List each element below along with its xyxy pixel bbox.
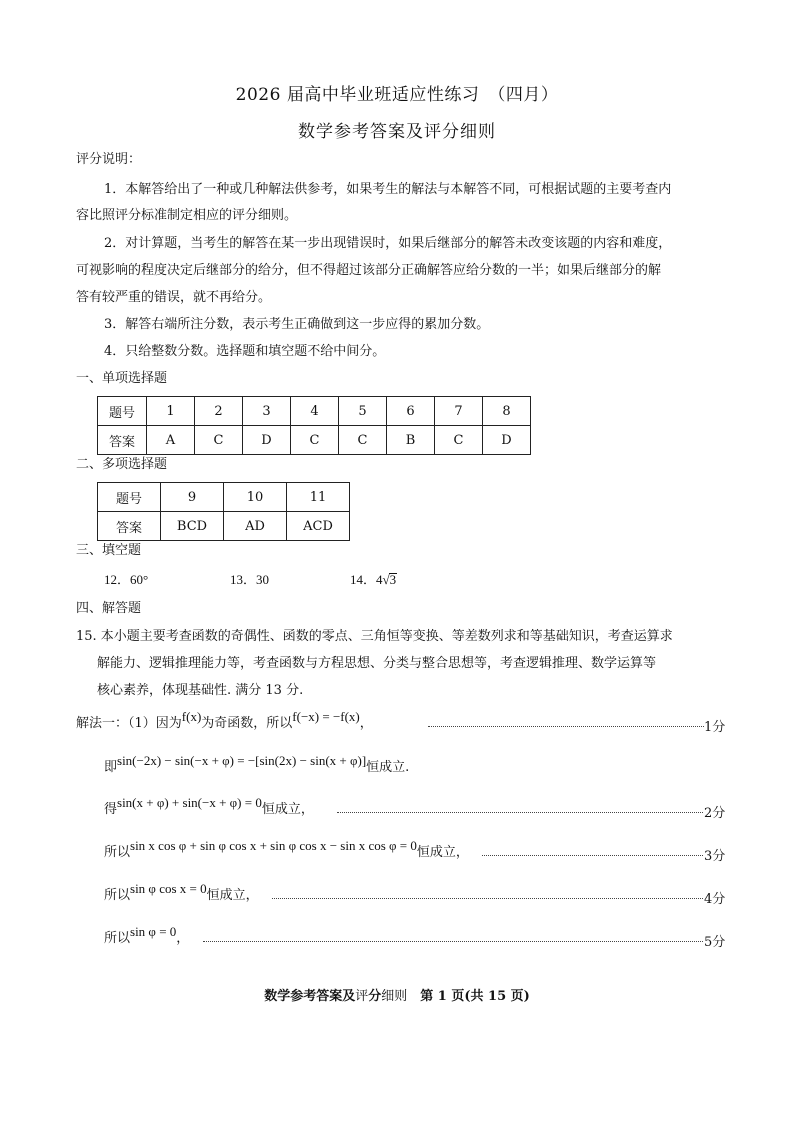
score-label: 5分 <box>704 935 726 950</box>
answer-label-cell: 答案 <box>98 426 147 455</box>
question-cell: 10 <box>224 483 287 512</box>
math-expression: f(−x) = −f(x) <box>292 709 360 724</box>
fill-blank-13 <box>230 573 269 586</box>
answer-cell: ACD <box>287 512 350 541</box>
table-row <box>98 512 350 541</box>
table-row <box>98 397 531 426</box>
dotted-leader <box>337 812 703 813</box>
question-number: 12． <box>104 572 131 587</box>
question-cell: 3 <box>243 397 291 426</box>
instruction-2-line3: 答有较严重的错误，就不再给分。 <box>76 290 272 305</box>
solution-step-1 <box>76 709 373 731</box>
step-text: 所以 <box>104 845 131 860</box>
math-expression: f(x) <box>181 709 202 724</box>
answer-coefficient: 4 <box>376 572 383 587</box>
instruction-2-line2: 可视影响的程度决定后继部分的给分，但不得超过该部分正确解答应给分数的一半；如果后继部分的解 <box>76 263 662 278</box>
question-cell: 8 <box>483 397 531 426</box>
dotted-leader <box>482 855 703 856</box>
question-cell: 2 <box>195 397 243 426</box>
solution-step-2 <box>104 753 410 775</box>
answer-cell: C <box>195 426 243 455</box>
section3-heading: 三、填空题 <box>76 543 142 558</box>
section4-heading: 四、解答题 <box>76 601 142 616</box>
instruction-4: 4．只给整数分数。选择题和填空题不给中间分。 <box>104 344 386 359</box>
step-text: 所以 <box>104 931 131 946</box>
instruction-1-line1: 1．本解答给出了一种或几种解法供参考，如果考生的解法与本解答不同，可根据试题的主要考查内 <box>104 182 672 197</box>
answer-radicand: 3 <box>389 572 397 587</box>
math-expression: sin φ cos x = 0 <box>130 881 207 896</box>
sqrt-symbol-icon: √ <box>382 572 390 587</box>
answer-cell: C <box>339 426 387 455</box>
step-text: 恒成立， <box>206 888 259 903</box>
answer-cell: B <box>387 426 435 455</box>
multi-choice-answer-table <box>97 482 350 541</box>
document-title: 2026 届高中毕业班适应性练习 （四月） <box>235 85 559 105</box>
score-label: 4分 <box>704 892 726 907</box>
step-text: 恒成立. <box>366 760 410 775</box>
q15-intro-line3: 核心素养，体现基础性. 满分 13 分. <box>97 683 304 698</box>
step-text: 所以 <box>104 888 131 903</box>
solution-step-3 <box>104 795 314 817</box>
question-cell: 7 <box>435 397 483 426</box>
step-text: 为奇函数，所以 <box>201 716 293 731</box>
footer-text: 细则 <box>381 989 408 1004</box>
question-cell: 1 <box>147 397 195 426</box>
instructions-heading: 评分说明： <box>76 152 142 167</box>
question-number: 13． <box>230 572 257 587</box>
footer-text: 评 <box>355 989 369 1004</box>
answer-cell: A <box>147 426 195 455</box>
q15-intro-line1: 15. 本小题主要考查函数的奇偶性、函数的零点、三角恒等变换、等差数列求和等基础知识，考查运算求 <box>76 629 673 644</box>
question-cell: 6 <box>387 397 435 426</box>
math-expression: sin x cos φ + sin φ cos x + sin φ cos x − sin x cos φ = 0 <box>130 838 417 853</box>
step-text: 即 <box>104 760 118 775</box>
math-expression: sin φ = 0 <box>130 924 177 939</box>
answer-cell: BCD <box>161 512 224 541</box>
question-cell: 9 <box>161 483 224 512</box>
footer-text: 分 <box>368 989 382 1004</box>
single-choice-answer-table <box>97 396 531 455</box>
question-number: 14． <box>350 572 377 587</box>
step-text: ， <box>176 931 190 946</box>
q15-intro-line2: 解能力、逻辑推理能力等，考查函数与方程思想、分类与整合思想等，考查逻辑推理、数学运算等 <box>97 656 657 671</box>
step-text: 恒成立， <box>261 802 314 817</box>
answer-cell: D <box>483 426 531 455</box>
solution-step-5 <box>104 881 259 903</box>
question-label-cell: 题号 <box>98 483 161 512</box>
table-row <box>98 483 350 512</box>
table-row <box>98 426 531 455</box>
step-text: 得 <box>104 802 118 817</box>
instruction-2-line1: 2．对计算题，当考生的解答在某一步出现错误时，如果后继部分的解答未改变该题的内容和难度， <box>104 236 672 251</box>
document-subtitle: 数学参考答案及评分细则 <box>298 122 496 142</box>
instruction-1-line2: 容比照评分标准制定相应的评分细则。 <box>76 208 298 223</box>
section1-heading: 一、单项选择题 <box>76 371 168 386</box>
answer-label-cell: 答案 <box>98 512 161 541</box>
answer-value: 30 <box>256 572 270 587</box>
fill-blank-12 <box>104 573 148 586</box>
answer-cell: C <box>435 426 483 455</box>
score-label: 1分 <box>704 720 726 735</box>
section2-heading: 二、多项选择题 <box>76 457 168 472</box>
answer-cell: D <box>243 426 291 455</box>
answer-cell: C <box>291 426 339 455</box>
dotted-leader <box>203 941 703 942</box>
solution-step-4 <box>104 838 469 860</box>
score-label: 2分 <box>704 806 726 821</box>
fill-blank-14 <box>350 573 397 586</box>
question-cell: 11 <box>287 483 350 512</box>
answer-value: 60° <box>130 572 149 587</box>
step-text: 解法一：（1）因为 <box>76 716 182 731</box>
page-number: 第 1 页(共 15 页) <box>407 989 530 1004</box>
math-expression: sin(−2x) − sin(−x + φ) = −[sin(2x) − sin(x + φ)] <box>117 753 367 768</box>
step-text: 恒成立， <box>416 845 469 860</box>
math-expression: sin(x + φ) + sin(−x + φ) = 0 <box>117 795 262 810</box>
score-label: 3分 <box>704 849 726 864</box>
question-cell: 4 <box>291 397 339 426</box>
instruction-3: 3．解答右端所注分数，表示考生正确做到这一步应得的累加分数。 <box>104 317 490 332</box>
question-label-cell: 题号 <box>98 397 147 426</box>
answer-cell: AD <box>224 512 287 541</box>
question-cell: 5 <box>339 397 387 426</box>
footer-text: 数学参考答案及 <box>264 989 356 1004</box>
step-text: ， <box>359 716 373 731</box>
dotted-leader <box>272 898 703 899</box>
page-footer <box>0 985 794 1004</box>
dotted-leader <box>428 726 704 727</box>
solution-step-6 <box>104 924 190 946</box>
